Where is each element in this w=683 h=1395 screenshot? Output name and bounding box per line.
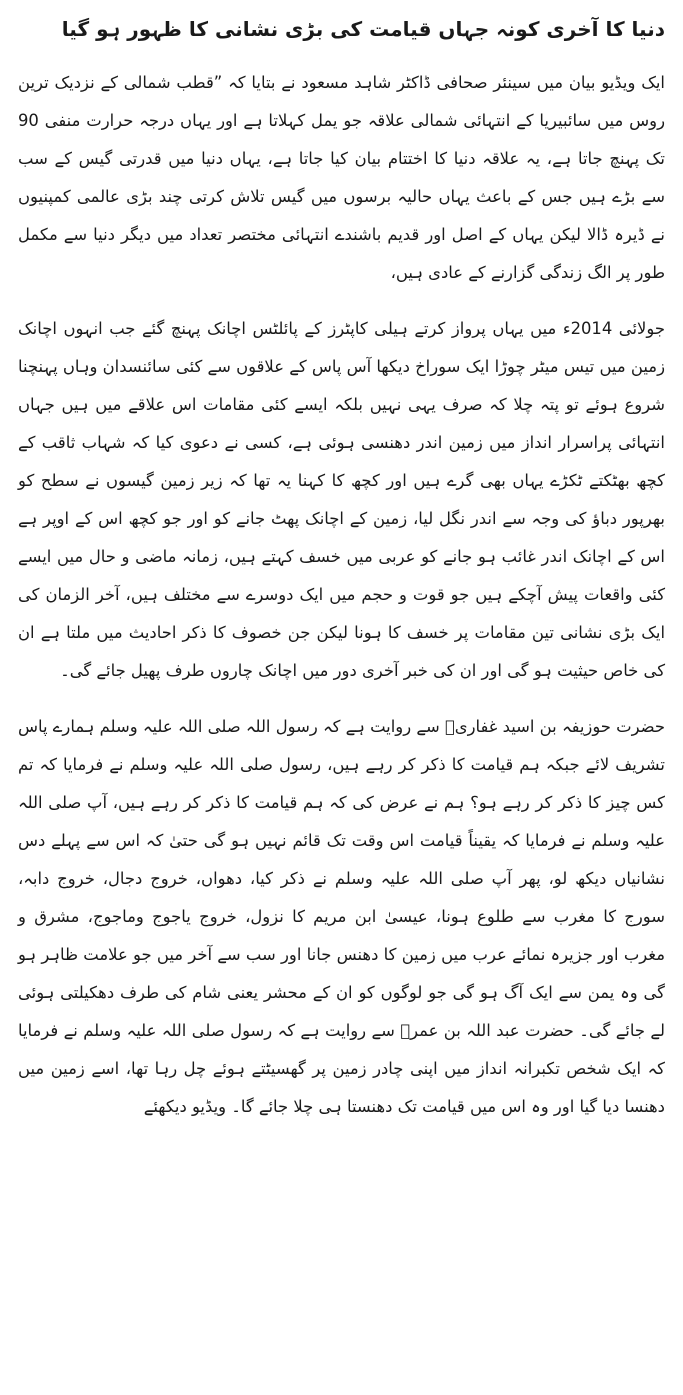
article-title: دنیا کا آخری کونہ جہاں قیامت کی بڑی نشانی کا ظہور ہو گیا <box>61 17 665 41</box>
article-paragraph-3: حضرت حوزیفہ بن اسید غفاریؓ سے روایت ہے کہ رسول اللہ صلی اللہ علیہ وسلم ہمارے پاس تشریف لائے جبکہ ہم قیامت کا ذکر کر رہے ہیں، رسول صلی اللہ علیہ وسلم نے فرمایا کہ تم کس چیز کا ذکر کر رہے ہو؟ ہم نے عرض کی کہ ہم قیامت کا ذکر کر رہے ہیں، آپ صلی اللہ علیہ وسلم نے فرمایا کہ یقیناً قیامت اس وقت تک قائم نہیں ہو گی حتیٰ کہ اس سے پہلے دس نشانیاں دیکھ لو، پھر آپ صلی اللہ علیہ وسلم نے ذکر کیا، دھواں، خروج دجال، خروج دابہ، سورج کا مغرب سے طلوع ہونا، عیسیٰ ابن مریم کا نزول، خروج یاجوج وماجوج، مشرق و مغرب اور جزیرہ نمائے عرب میں زمین کا دھنس جانا اور سب سے آخر میں جو علامت ظاہر ہو گی وہ یمن سے ایک آگ ہو گی جو لوگوں کو ان کے محشر یعنی شام کی طرف دھکیلتی ہوئی لے جائے گی۔ حضرت عبد اللہ بن عمرؓ سے روایت ہے کہ رسول صلی اللہ علیہ وسلم نے فرمایا کہ ایک شخص تکبرانہ انداز میں اپنی چادر زمین پر گھسیٹتے ہوئے چل رہا تھا، اسے زمین میں دھنسا دیا گیا اور وہ اس میں قیامت تک دھنستا ہی چلا جائے گا۔ ویڈیو دیکھئے <box>18 717 665 1116</box>
article-paragraph-2: جولائی 2014ء میں یہاں پرواز کرتے ہیلی کاپٹرز کے پائلٹس اچانک پہنچ گئے جب انہوں اچانک زمین میں تیس میٹر چوڑا ایک سوراخ دیکھا آس پاس کے علاقوں سے کئی سائنسدان وہاں پہنچنا شروع ہوئے تو پتہ چلا کہ صرف یہی نہیں بلکہ ایسے کئی مقامات اس علاقے میں ہیں جہاں انتہائی پراسرار انداز میں زمین اندر دھنسی ہوئی ہے، کسی نے دعوی کیا کہ شہاب ثاقب کے کچھ بھٹکتے ٹکڑے یہاں بھی گرے ہیں اور کچھ کا کہنا یہ تھا کہ زیر زمین گیسوں نے سطح کو بھرپور دباؤ کی وجہ سے اندر نگل لیا، زمین کے اچانک پھٹ جانے کو اور جو کچھ اس کے اوپر ہے اس کے اچانک اندر غائب ہو جانے کو عربی میں خسف کہتے ہیں، زمانہ ماضی و حال میں ایسے کئی واقعات پیش آچکے ہیں جو قوت و حجم میں ایک دوسرے سے مختلف ہیں، آخر الزمان کی ایک بڑی نشانی تین مقامات پر خسف کا ہونا لیکن جن خصوف کا ذکر احادیث میں ملتا ہے ان کی خاص حیثیت ہو گی اور ان کی خبر آخری دور میں اچانک چاروں طرف پھیل جائے گی۔ <box>18 319 665 680</box>
article-paragraph-1: ایک ویڈیو بیان میں سینئر صحافی ڈاکٹر شاہد مسعود نے بتایا کہ ”قطب شمالی کے نزدیک ترین روس میں سائبیریا کے انتہائی شمالی علاقہ جو یمل کہلاتا ہے اور یہاں درجہ حرارت منفی 90 تک پہنچ جاتا ہے، یہ علاقہ دنیا کا اختتام بیان کیا جاتا ہے، یہاں دنیا میں قدرتی گیس کے سب سے بڑے ہیں جس کے باعث یہاں حالیہ برسوں میں گیس تلاش کرتی چند بڑی عالمی کمپنیوں نے ڈیرہ ڈالا لیکن یہاں کے اصل اور قدیم باشندے انتہائی مختصر تعداد میں دیگر دنیا سے مکمل طور پر الگ زندگی گزارنے کے عادی ہیں، <box>18 73 665 282</box>
